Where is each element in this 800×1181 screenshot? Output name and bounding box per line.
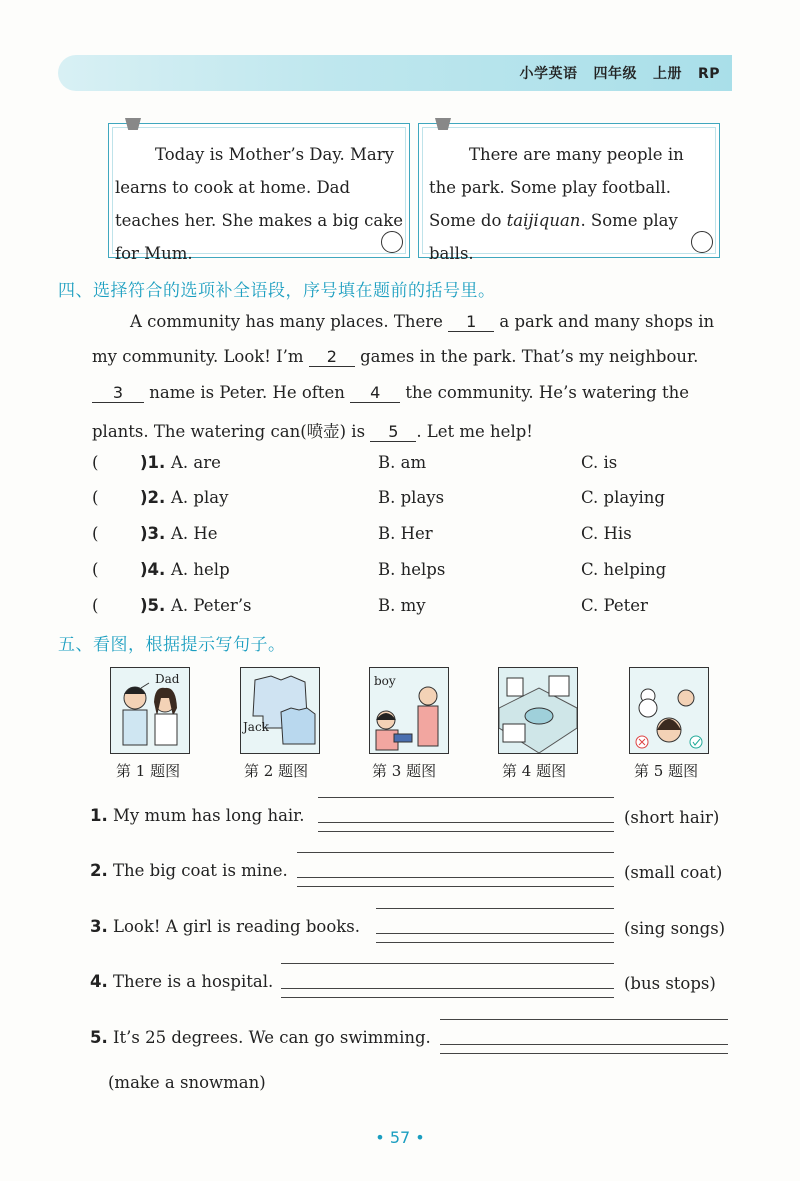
option-c[interactable]: C. Peter (581, 596, 648, 615)
header-bar (58, 55, 732, 91)
writing-line[interactable] (318, 831, 614, 832)
writing-line[interactable] (440, 1053, 728, 1054)
hint-2: (small coat) (624, 863, 723, 882)
answer-circle[interactable] (691, 231, 713, 253)
writing-line[interactable] (318, 822, 614, 823)
writing-line[interactable] (297, 852, 614, 853)
header-grade: 四年级 (593, 66, 637, 82)
blank-5[interactable]: 5 (370, 423, 416, 442)
option-b[interactable]: B. plays (378, 488, 445, 507)
hint-3: (sing songs) (624, 919, 726, 938)
writing-line[interactable] (376, 942, 614, 943)
passage-left-text: Today is Mother’s Day. Mary learns to cook at home. Dad teaches her. She makes a big cake for Mum. (115, 145, 404, 263)
cloze-line-1: A community has many places. There 1 a park and many shops in (130, 312, 715, 331)
page-number: • 57 • (375, 1128, 425, 1147)
cloze-line-4: plants. The watering can(喷壶) is 5 . Let me help! (92, 422, 533, 441)
sentence-4: 4. There is a hospital. (90, 972, 274, 991)
picture-caption-4: 第 4 题图 (502, 762, 567, 780)
town-illustration-icon (499, 668, 577, 753)
writing-line[interactable] (376, 908, 614, 909)
sentence-5: 5. It’s 25 degrees. We can go swimming. (90, 1028, 431, 1047)
writing-line[interactable] (281, 988, 614, 989)
picture-label: boy (374, 674, 396, 688)
header-subject: 小学英语 (519, 66, 578, 82)
writing-line[interactable] (297, 877, 614, 878)
blank-1[interactable]: 1 (448, 313, 494, 332)
picture-caption-3: 第 3 题图 (372, 762, 437, 780)
option-b[interactable]: B. my (378, 596, 426, 615)
writing-line[interactable] (440, 1044, 728, 1045)
option-b[interactable]: B. helps (378, 560, 446, 579)
option-c[interactable]: C. helping (581, 560, 667, 579)
option-b[interactable]: B. Her (378, 524, 433, 543)
hint-4: (bus stops) (624, 974, 716, 993)
passage-right-text: There are many people in the park. Some play football. Some do taijiquan. Some play balls. (429, 145, 684, 263)
option-a[interactable]: A. Peter’s (171, 596, 252, 615)
picture-2 (240, 667, 320, 754)
writing-line[interactable] (440, 1019, 728, 1020)
blank-2[interactable]: 2 (309, 348, 355, 367)
blank-4[interactable]: 4 (350, 384, 400, 403)
passage-box-left (108, 123, 410, 263)
cloze-line-2: my community. Look! I’m 2 games in the park. That’s my neighbour. (92, 347, 699, 366)
option-a[interactable]: A. He (171, 524, 218, 543)
section4-title: 四、选择符合的选项补全语段，序号填在题前的括号里。 (58, 281, 496, 301)
writing-line[interactable] (297, 886, 614, 887)
option-c[interactable]: C. is (581, 453, 618, 472)
option-a[interactable]: A. are (171, 453, 221, 472)
header-text (503, 63, 720, 83)
picture-caption-5: 第 5 题图 (634, 762, 699, 780)
option-b[interactable]: B. am (378, 453, 427, 472)
picture-4 (498, 667, 578, 754)
writing-line[interactable] (281, 997, 614, 998)
picture-caption-1: 第 1 题图 (116, 762, 181, 780)
picture-label: Jack (243, 720, 269, 734)
option-c[interactable]: C. playing (581, 488, 665, 507)
writing-line[interactable] (281, 963, 614, 964)
hint-1: (short hair) (624, 808, 720, 827)
option-a[interactable]: A. play (171, 488, 229, 507)
sentence-3: 3. Look! A girl is reading books. (90, 917, 361, 936)
picture-5 (629, 667, 709, 754)
answer-circle[interactable] (381, 231, 403, 253)
weather-illustration-icon (630, 668, 708, 753)
coat-illustration-icon (241, 668, 319, 753)
option-a[interactable]: A. help (171, 560, 230, 579)
picture-label: Dad (155, 672, 180, 686)
writing-line[interactable] (318, 797, 614, 798)
header-edition: RP (697, 66, 720, 82)
sentence-1: 1. My mum has long hair. (90, 806, 305, 825)
picture-1 (110, 667, 190, 754)
sentence-2: 2. The big coat is mine. (90, 861, 288, 880)
passage-box-right (418, 123, 720, 263)
picture-3 (369, 667, 449, 754)
cloze-line-3: 3 name is Peter. He often 4 the community. He’s watering the (92, 383, 689, 403)
picture-caption-2: 第 2 题图 (244, 762, 309, 780)
hint-5: (make a snowman) (108, 1073, 266, 1092)
blank-3[interactable]: 3 (92, 384, 144, 403)
section5-title: 五、看图，根据提示写句子。 (58, 635, 286, 655)
writing-line[interactable] (376, 933, 614, 934)
option-c[interactable]: C. His (581, 524, 632, 543)
header-volume: 上册 (652, 66, 682, 82)
